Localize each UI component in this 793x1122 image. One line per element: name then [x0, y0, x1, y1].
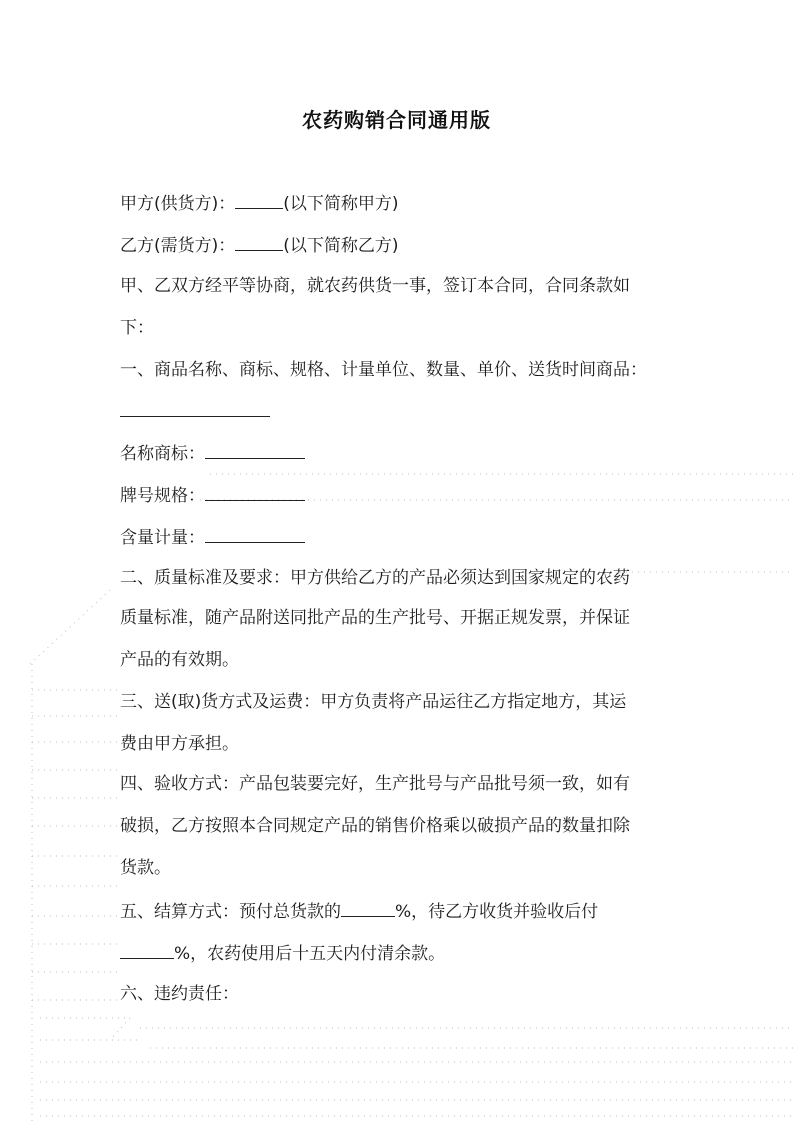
section-2-line-1: 二、质量标准及要求：甲方供给乙方的产品必须达到国家规定的农药: [120, 568, 630, 588]
intro-line-1: 甲、乙双方经平等协商，就农药供货一事，签订本合同，合同条款如: [120, 276, 630, 296]
section-5-line-2-text: %，农药使用后十五天内付清余款。: [174, 944, 446, 964]
name-trademark-label: 名称商标：: [120, 444, 205, 464]
name-trademark-line: [120, 440, 680, 466]
party-a-line: [120, 190, 680, 216]
contract-title: 农药购销合同通用版: [302, 108, 491, 132]
section-4-line-3: 货款。: [120, 858, 171, 878]
model-spec-blank[interactable]: [205, 482, 305, 501]
party-b-note: (以下简称乙方): [283, 236, 399, 256]
section-3-line-2: 费由甲方承担。: [120, 734, 239, 754]
section-4-line-2: 破损，乙方按照本合同规定产品的销售价格乘以破损产品的数量扣除: [120, 816, 630, 836]
section-5-line-1: [120, 898, 680, 924]
party-b-line: [120, 232, 680, 258]
goods-blank-line: [120, 398, 680, 424]
intro-line-2: 下：: [120, 318, 154, 338]
section-4-line-1: 四、验收方式：产品包装要完好，生产批号与产品批号须一致，如有: [120, 774, 630, 794]
party-b-blank[interactable]: [235, 232, 283, 251]
party-b-label: 乙方(需货方)：: [120, 236, 236, 256]
section-5-prefix: 五、结算方式：预付总货款的: [120, 902, 341, 922]
party-a-label: 甲方(供货方)：: [120, 194, 236, 214]
goods-blank[interactable]: [120, 398, 270, 417]
section-1-heading: 一、商品名称、商标、规格、计量单位、数量、单价、送货时间商品：: [120, 360, 647, 380]
content-measure-blank[interactable]: [205, 524, 305, 543]
section-5-line-2: [120, 940, 680, 966]
section-3-line-1: 三、送(取)货方式及运费：甲方负责将产品运往乙方指定地方，其运: [120, 692, 627, 712]
party-a-blank[interactable]: [235, 190, 283, 209]
content-measure-line: [120, 524, 680, 550]
section-6-heading: 六、违约责任：: [120, 984, 239, 1004]
prepay-percent-blank[interactable]: [341, 898, 395, 917]
content-measure-label: 含量计量：: [120, 528, 205, 548]
model-spec-label: 牌号规格：: [120, 486, 205, 506]
section-2-line-2: 质量标准，随产品附送同批产品的生产批号、开据正规发票，并保证: [120, 608, 630, 628]
name-trademark-blank[interactable]: [205, 440, 305, 459]
model-spec-line: [120, 482, 680, 508]
section-5-suffix: %，待乙方收货并验收后付: [395, 902, 599, 922]
section-2-line-3: 产品的有效期。: [120, 650, 239, 670]
party-a-note: (以下简称甲方): [283, 194, 399, 214]
payment-percent-blank[interactable]: [120, 940, 174, 959]
